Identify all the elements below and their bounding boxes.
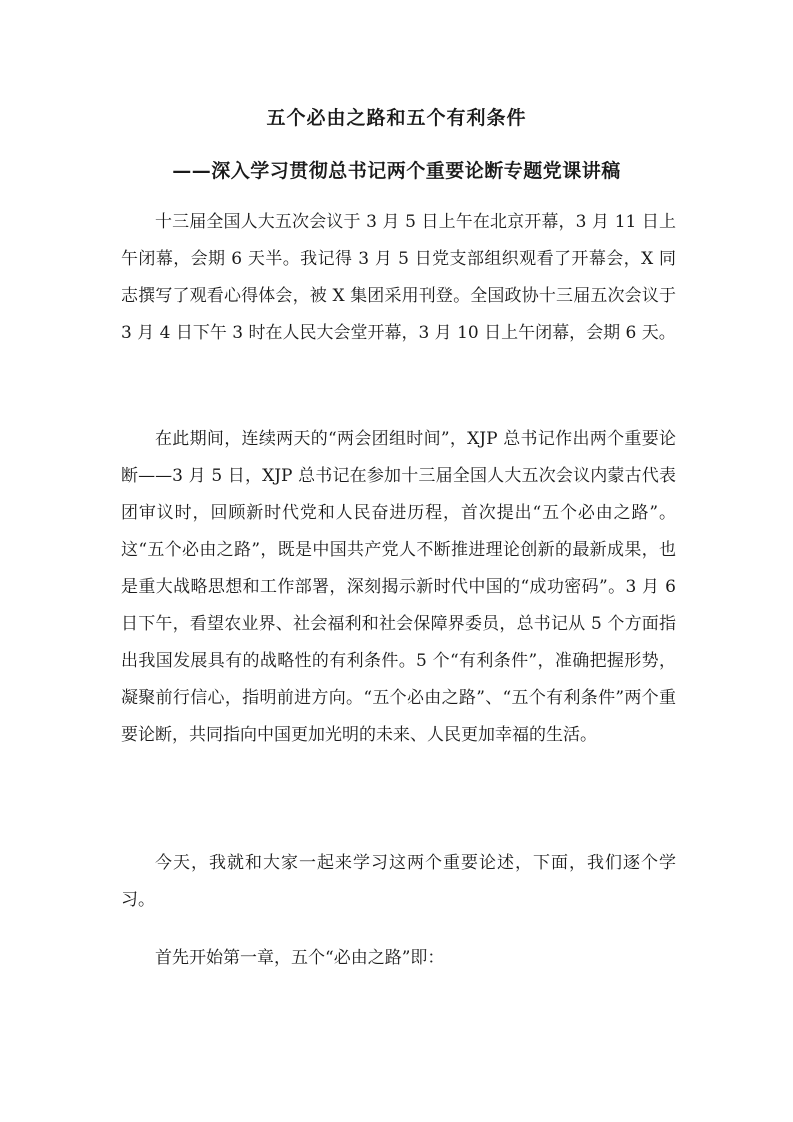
paragraph-2: 在此期间，连续两天的“两会团组时间”，XJP 总书记作出两个重要论断——3 月 5 日，XJP 总书记在参加十三届全国人大五次会议内蒙古代表团审议时，回顾新时代党和人民奋进历程，首次提出“五个必由之路”。这“五个必由之路”，既是中国共产党人不断推进理论创新的最新成果，也是重大战略思想和工作部署，深刻揭示新时代中国的“成功密码”。3 月 6 日下午，看望农业界、社会福利和社会保障界委员，总书记从 5 个方面指出我国发展具有的战略性的有利条件。5 个“有利条件”，准确把握形势，凝聚前行信心，指明前进方向。“五个必由之路”、“五个有利条件”两个重要论断，共同指向中国更加光明的未来、人民更加幸福的生活。 — [121, 429, 676, 745]
document-subtitle: ——深入学习贯彻总书记两个重要论断专题党课讲稿 — [172, 160, 621, 182]
paragraph-4: 首先开始第一章，五个“必由之路”即： — [155, 948, 445, 968]
document-title: 五个必由之路和五个有利条件 — [266, 107, 527, 129]
paragraph-3: 今天，我就和大家一起来学习这两个重要论述，下面，我们逐个学习。 — [121, 853, 676, 910]
paragraph-1: 十三届全国人大五次会议于 3 月 5 日上午在北京开幕，3 月 11 日上午闭幕，会期 6 天半。我记得 3 月 5 日党支部组织观看了开幕会，X 同志撰写了观看心得体会，被 X 集团采用刊登。全国政协十三届五次会议于 3 月 4 日下午 3 时在人民大会堂开幕，3 月 10 日上午闭幕，会期 6 天。 — [121, 212, 676, 343]
